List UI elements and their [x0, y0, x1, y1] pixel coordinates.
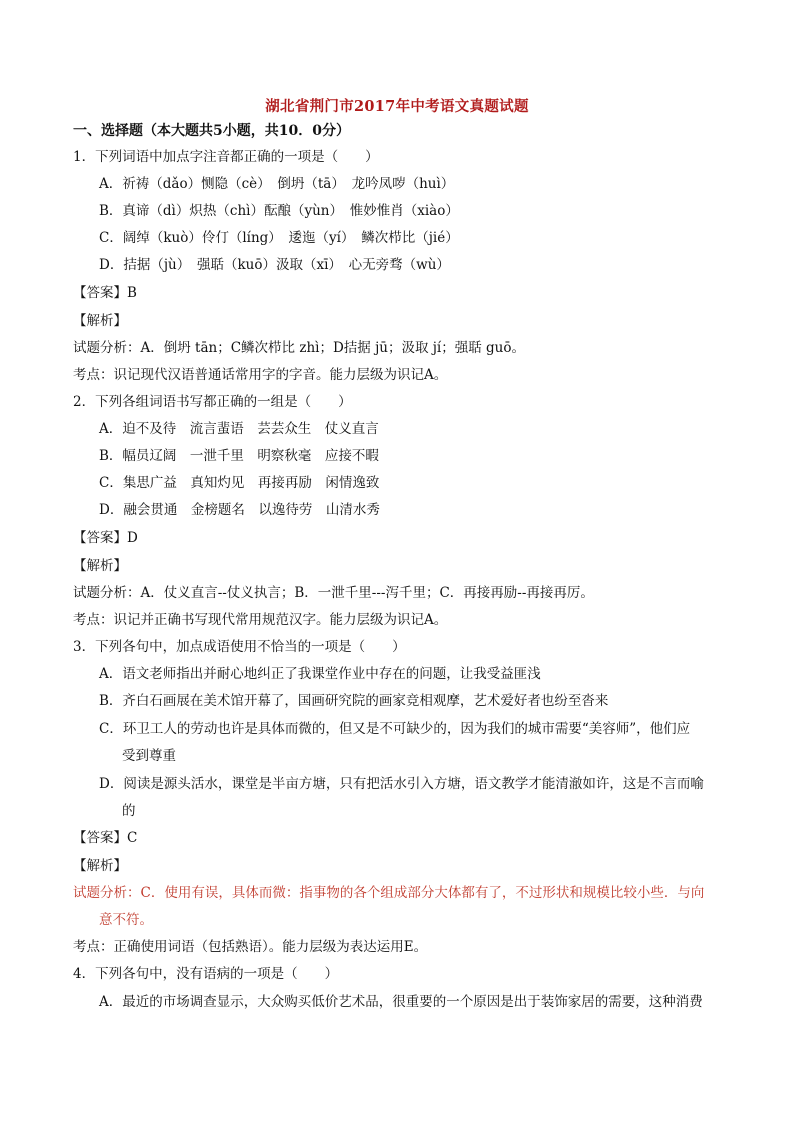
- q2-option-a: A．迫不及待 流言蜚语 芸芸众生 仗义直言: [99, 421, 379, 437]
- q1-option-b: B．真谛（dì）炽热（chì）酝酿（yùn） 惟妙惟肖（xiào）: [99, 203, 459, 219]
- q1-option-d: D．拮据（jù） 强聒（kuō）汲取（xī） 心无旁骛（wù）: [99, 257, 450, 273]
- q3-option-c-line1: C．环卫工人的劳动也许是具体而微的，但又是不可缺少的，因为我们的城市需要“美容师”，他们应: [99, 721, 691, 737]
- q3-option-d-line1: D．阅读是源头活水，课堂是半亩方塘，只有把活水引入方塘，语文教学才能清澈如许，这是不言而喻: [99, 776, 704, 792]
- q1-option-c: C．阔绰（kuò）伶仃（líng） 逶迤（yí） 鳞次栉比（jié）: [99, 230, 459, 246]
- q2-option-c: C．集思广益 真知灼见 再接再励 闲情逸致: [99, 475, 380, 491]
- q3-analysis-line1: 试题分析：C．使用有误，具体而微：指事物的各个组成部分大体都有了，不过形状和规模比较小些．与向: [73, 885, 705, 901]
- q4-option-a-line1: A．最近的市场调查显示，大众购买低价艺术品，很重要的一个原因是出于装饰家居的需要，这种消费: [99, 994, 703, 1010]
- q3-analysis-label: 【解析】: [73, 858, 127, 874]
- q1-point: 考点：识记现代汉语普通话常用字的字音。能力层级为识记A。: [73, 367, 448, 383]
- document-title: 湖北省荆门市2017年中考语文真题试题: [265, 98, 529, 115]
- q2-point: 考点：识记并正确书写现代常用规范汉字。能力层级为识记A。: [73, 612, 448, 628]
- q1-analysis-label: 【解析】: [73, 313, 127, 329]
- q3-stem: 3．下列各句中，加点成语使用不恰当的一项是（ ）: [73, 639, 406, 655]
- q2-analysis-label: 【解析】: [73, 558, 127, 574]
- q3-option-b: B．齐白石画展在美术馆开幕了，国画研究院的画家竞相观摩，艺术爱好者也纷至沓来: [99, 693, 609, 709]
- q3-answer: 【答案】C: [73, 830, 138, 846]
- q3-point: 考点：正确使用词语（包括熟语）。能力层级为表达运用E。: [73, 939, 428, 955]
- q2-answer: 【答案】D: [73, 530, 138, 546]
- section-heading: 一、选择题（本大题共5小题，共10．0分）: [73, 123, 350, 139]
- q2-option-d: D．融会贯通 金榜题名 以逸待劳 山清水秀: [99, 502, 380, 518]
- q3-option-d-line2: 的: [122, 803, 136, 819]
- q2-stem: 2．下列各组词语书写都正确的一组是（ ）: [73, 394, 352, 410]
- q3-analysis-line2: 意不符。: [99, 912, 153, 928]
- q1-answer: 【答案】B: [73, 285, 137, 301]
- q2-option-b: B．幅员辽阔 一泄千里 明察秋毫 应接不暇: [99, 448, 379, 464]
- q3-option-a: A．语文老师指出并耐心地纠正了我课堂作业中存在的问题，让我受益匪浅: [99, 666, 541, 682]
- q2-analysis: 试题分析：A．仗义直言--仗义执言；B．一泄千里---泻千里；C．再接再励--再接再厉。: [73, 585, 594, 601]
- q1-analysis: 试题分析：A．倒坍 tān；C鳞次栉比 zhì；D拮据 jū；汲取 jí；强聒 guō。: [73, 340, 525, 356]
- q4-stem: 4．下列各句中，没有语病的一项是（ ）: [73, 966, 339, 982]
- q1-option-a: A．祈祷（dǎo）恻隐（cè） 倒坍（tā） 龙吟凤哕（huì）: [99, 176, 455, 192]
- q3-option-c-line2: 受到尊重: [122, 748, 176, 764]
- q1-stem: 1．下列词语中加点字注音都正确的一项是（ ）: [73, 149, 379, 165]
